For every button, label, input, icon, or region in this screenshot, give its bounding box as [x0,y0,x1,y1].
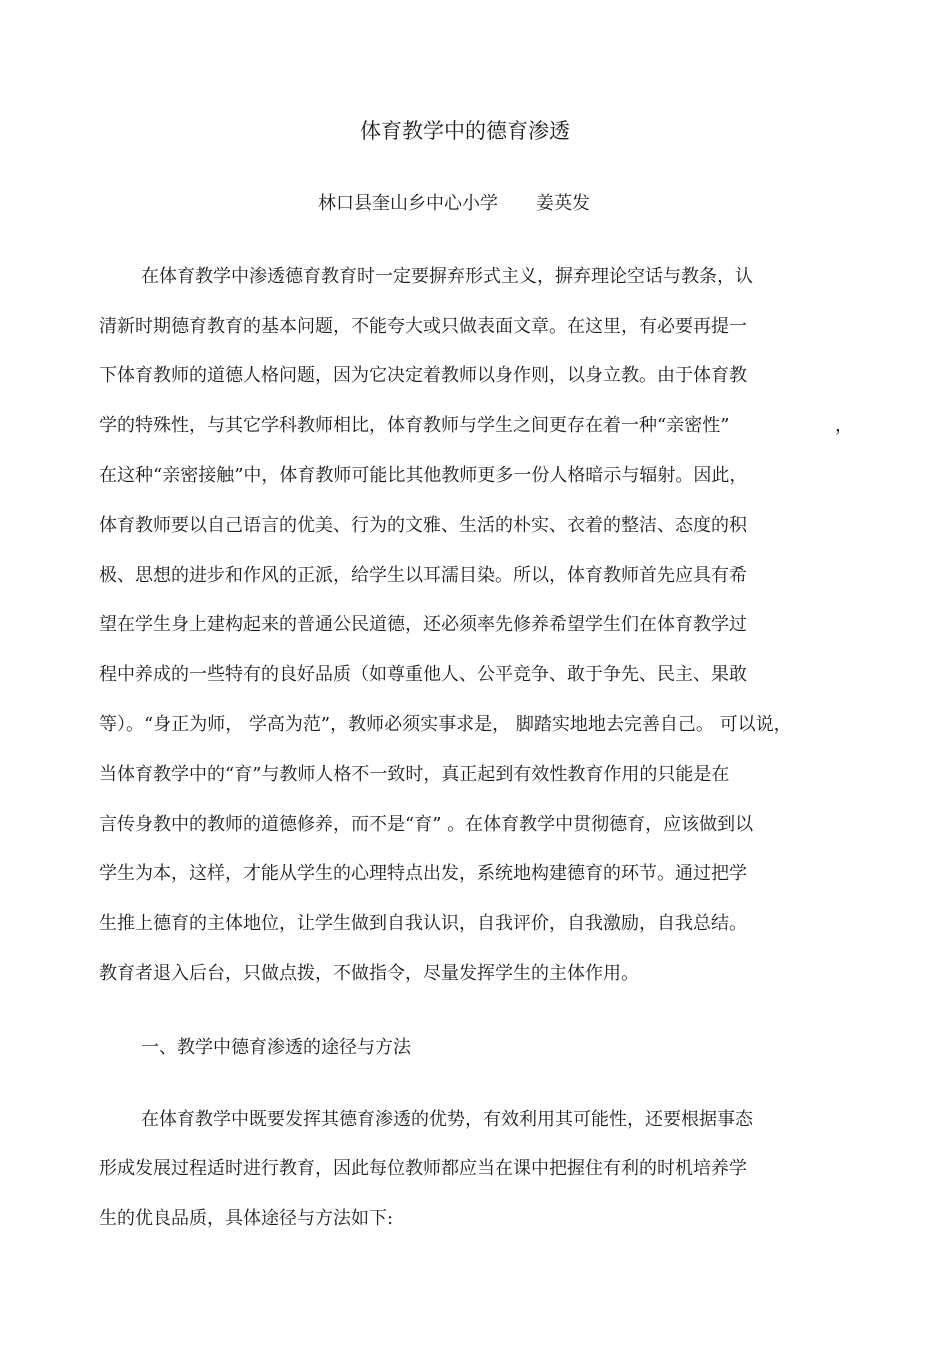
paragraph-line: 清新时期德育教育的基本问题，不能夸大或只做表面文章。在这里，有必要再提一 [99,316,747,337]
section-heading: 一、教学中德育渗透的途径与方法 [141,1037,411,1058]
paragraph-line: 体育教师要以自己语言的优美、行为的文雅、生活的朴实、衣着的整洁、态度的积 [99,515,747,536]
paragraph-line: 在这种“亲密接触”中，体育教师可能比其他教师更多一份人格暗示与辐射。因此， [99,465,748,486]
paragraph-line: 程中养成的一些特有的良好品质（如尊重他人、公平竞争、敢于争先、民主、果敢 [99,664,747,685]
paragraph-line: 在体育教学中渗透德育教育时一定要摒弃形式主义，摒弃理论空话与教条，认 [141,266,753,287]
trailing-comma: ， [835,415,853,436]
paragraph-line: 言传身教中的教师的道德修养，而不是“育” 。在体育教学中贯彻德育，应该做到以 [99,814,754,835]
paragraph-line: 形成发展过程适时进行教育，因此每位教师都应当在课中把握住有利的时机培养学 [99,1158,747,1179]
paragraph-line: 等）。“身正为师， 学高为范”，教师必须实事求是， 脚踏实地地去完善自己。 可以说， [99,714,792,735]
author-school: 林口县奎山乡中心小学 [318,193,498,214]
paragraph-line: 下体育教师的道德人格问题，因为它决定着教师以身作则，以身立教。由于体育教 [99,365,747,386]
paragraph-line: 学生为本，这样，才能从学生的心理特点出发，系统地构建德育的环节。通过把学 [99,863,747,884]
paragraph-line: 望在学生身上建构起来的普通公民道德，还必须率先修养希望学生们在体育教学过 [99,614,747,635]
paragraph-line: 生推上德育的主体地位，让学生做到自我认识，自我评价，自我激励，自我总结。 [99,913,747,934]
document-title: 体育教学中的德育渗透 [360,119,570,143]
paragraph-line: 学的特殊性，与其它学科教师相比，体育教师与学生之间更存在着一种“亲密性” [99,415,730,436]
paragraph-line: 极、思想的进步和作风的正派，给学生以耳濡目染。所以，体育教师首先应具有希 [99,565,747,586]
paragraph-line: 生的优良品质，具体途径与方法如下: [99,1208,394,1229]
paragraph-line: 教育者退入后台，只做点拨，不做指令，尽量发挥学生的主体作用。 [99,963,639,984]
paragraph-line: 当体育教学中的“育”与教师人格不一致时，真正起到有效性教育作用的只能是在 [99,764,730,785]
paragraph-line: 在体育教学中既要发挥其德育渗透的优势，有效利用其可能性，还要根据事态 [141,1109,753,1130]
author-name: 姜英发 [536,193,590,214]
author-byline [318,191,590,217]
